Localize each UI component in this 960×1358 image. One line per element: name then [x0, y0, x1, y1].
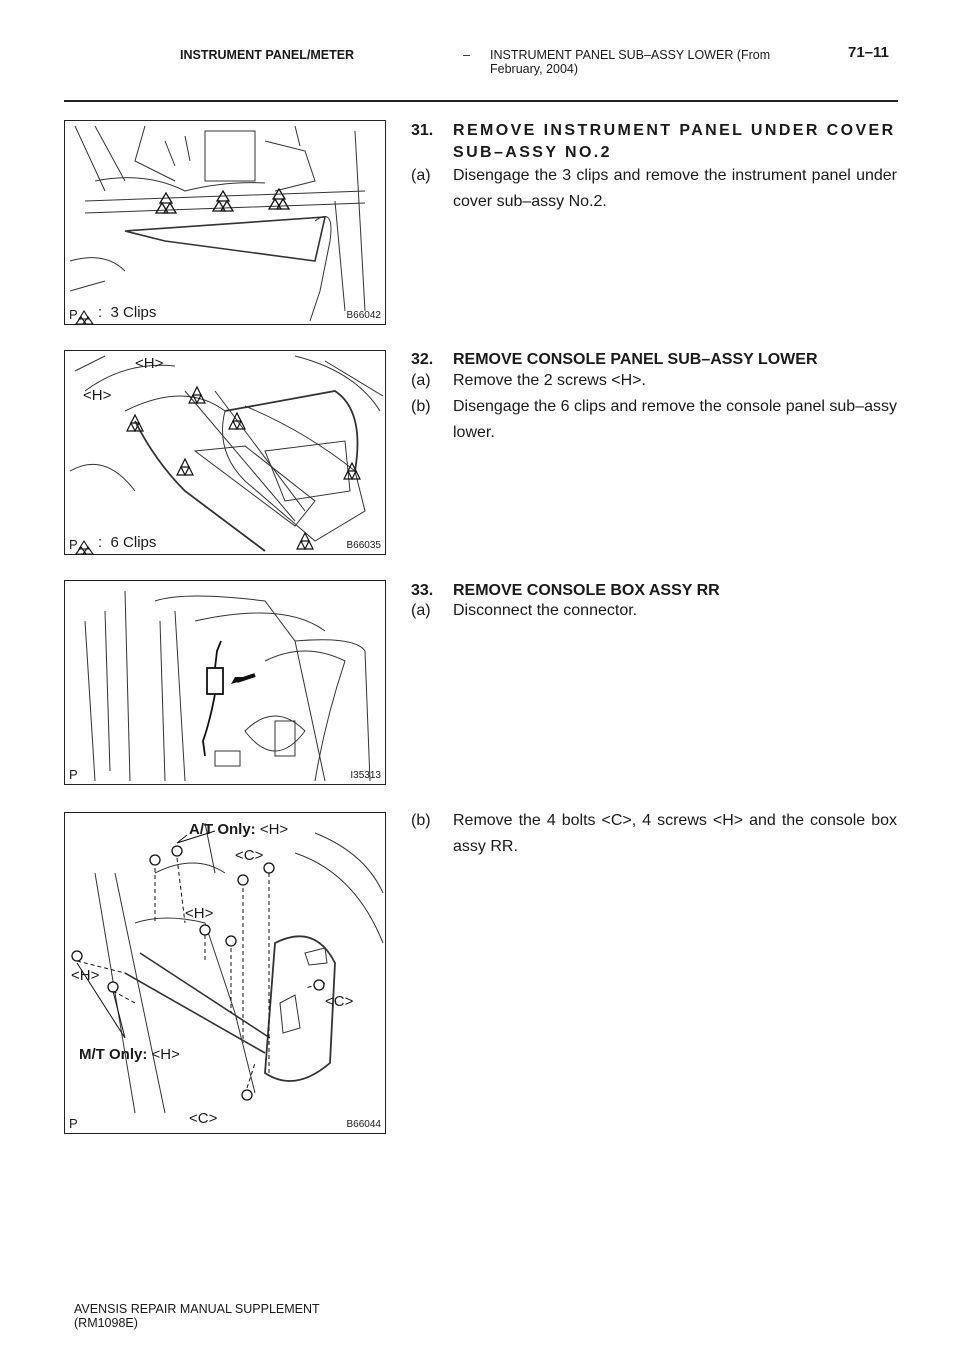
label-c-bottom: <C>	[189, 1110, 218, 1127]
console-panel-illustration	[65, 351, 386, 555]
label-c-top: <C>	[235, 847, 264, 864]
figure-code: B66042	[346, 310, 381, 321]
header-dash: –	[463, 48, 470, 62]
step-number: 31.	[411, 122, 434, 139]
substep-mark: (b)	[411, 398, 431, 415]
console-box-illustration	[65, 813, 386, 1134]
figure-code: B66035	[346, 540, 381, 551]
footer-manual-title: AVENSIS REPAIR MANUAL SUPPLEMENT	[74, 1302, 320, 1316]
step-title: REMOVE INSTRUMENT PANEL UNDER COVER SUB–ASSY NO.2	[453, 122, 896, 161]
label-h-mid: <H>	[185, 905, 214, 922]
figure-p-mark: P	[69, 307, 78, 322]
step-31-a	[411, 163, 897, 215]
substep-text: Disengage the 3 clips and remove the instrument panel under cover sub–assy No.2.	[453, 167, 897, 210]
label-at-only: A/T Only: <H>	[189, 821, 289, 838]
step-number: 32.	[411, 351, 434, 368]
substep-text: Disconnect the connector.	[453, 602, 638, 619]
figure-legend: : 6 Clips	[98, 534, 157, 551]
under-cover-illustration	[65, 121, 386, 325]
substep-text: Remove the 2 screws <H>.	[453, 372, 646, 389]
header-divider	[64, 100, 898, 102]
figure-connector	[64, 580, 386, 785]
substep-mark: (a)	[411, 372, 431, 389]
figure-console-panel	[64, 350, 386, 555]
section-title: INSTRUMENT PANEL/METER	[180, 48, 355, 62]
figure-code: I35313	[350, 770, 381, 781]
footer	[74, 1302, 320, 1330]
label-h-left: <H>	[83, 387, 112, 404]
figure-code: B66044	[346, 1119, 381, 1130]
step-title: REMOVE CONSOLE PANEL SUB–ASSY LOWER	[453, 351, 818, 368]
label-h-left: <H>	[71, 967, 100, 984]
substep-text: Remove the 4 bolts <C>, 4 screws <H> and the console box assy RR.	[453, 812, 897, 855]
substep-mark: (a)	[411, 602, 431, 619]
figure-p-mark: P	[69, 1116, 78, 1131]
figure-p-mark: P	[69, 537, 78, 552]
substep-mark: (b)	[411, 812, 431, 829]
substep-text: Disengage the 6 clips and remove the console panel sub–assy lower.	[453, 398, 897, 441]
connector-illustration	[65, 581, 386, 785]
substep-mark: (a)	[411, 167, 431, 184]
figure-p-mark: P	[69, 767, 78, 782]
step-number: 33.	[411, 582, 434, 599]
figure-under-cover	[64, 120, 386, 325]
step-title: REMOVE CONSOLE BOX ASSY RR	[453, 582, 720, 599]
figure-console-box	[64, 812, 386, 1134]
page-number: 71–11	[848, 44, 889, 61]
label-c-right: <C>	[325, 993, 354, 1010]
label-h-top: <H>	[135, 355, 164, 372]
footer-manual-code: (RM1098E)	[74, 1316, 138, 1330]
figure-legend: : 3 Clips	[98, 304, 157, 321]
header-subtitle: INSTRUMENT PANEL SUB–ASSY LOWER (From February, 2004)	[490, 48, 771, 76]
label-mt-only: M/T Only: <H>	[79, 1046, 180, 1063]
